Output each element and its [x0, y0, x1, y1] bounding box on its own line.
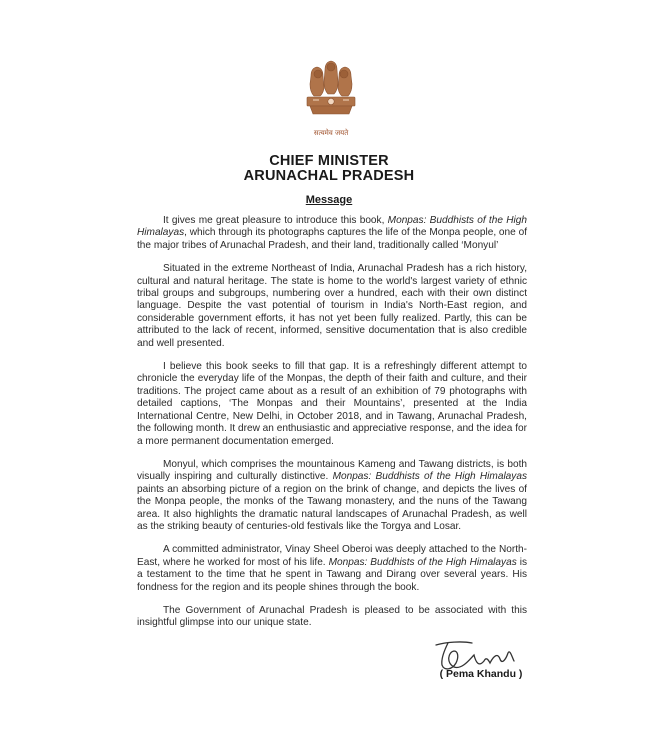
paragraph-2: Situated in the extreme Northeast of India, Arunachal Pradesh has a rich history, cultural and natural heritage. The state is home to the world's largest variety of ethnic tribal groups and subgroups, numbering over a hundred, each with their own distinct language. Despite the vast potential of tourism in India's North-East region, and considerable government efforts, it has not yet been fully realized. Partly, this can be attributed to the lack of recent, informed, sensitive documentation that is also credible and well presented. — [137, 263, 527, 349]
p1-text-a: It gives me great pleasure to introduce this book, — [163, 215, 388, 226]
paragraph-1 — [137, 215, 527, 252]
signer-name: ( Pema Khandu ) — [439, 668, 523, 680]
paragraph-5 — [137, 544, 527, 594]
message-body — [137, 215, 527, 641]
p4-text-a: Monyul, which comprises the mountainous Kameng and Tawang districts, is both visually inspiring and culturally distinctive. — [137, 458, 527, 483]
p5-text-a: A committed administrator, Vinay Sheel Oberoi was deeply attached to the North-East, where he worked for most of his life. — [137, 544, 527, 568]
p1-book-title: Monpas: Buddhists of the High Himalayas — [137, 215, 527, 239]
title-chief-minister: CHIEF MINISTER — [269, 153, 389, 169]
paragraph-6: The Government of Arunachal Pradesh is pleased to be associated with this insightful glimpse into our unique state. — [137, 604, 527, 629]
paragraph-4 — [137, 459, 527, 533]
title-state: ARUNACHAL PRADESH — [243, 168, 415, 184]
p5-book-title: Monpas: Buddhists of the High Himalayas — [328, 556, 517, 568]
p4-book-title: Monpas: Buddhists of the High Himalayas — [332, 471, 528, 483]
p1-text-c: , which through its photographs captures the life of the Monpa people, one of the major tribes of Arunachal Pradesh, and their land, traditionally called ‘Monyul’ — [137, 227, 527, 251]
emblem-motto: सत्यमेव जयते — [313, 129, 349, 137]
message-heading: Message — [305, 194, 353, 206]
paragraph-3: I believe this book seeks to fill that gap. It is a refreshingly different attempt to chronicle the everyday life of the Monpas, the depth of their faith and culture, and their traditions. The project came about as a result of an exhibition of 79 photographs with detailed captions, ‘The Monpas and their Mountains’, presented at the India International Centre, New Delhi, in October 2018, and in Tawang, Arunachal Pradesh, the following month. It drew an enthusiastic and appreciative response, and the idea for a more permanent documentation emerged. — [137, 361, 527, 447]
p4-text-c: paints an absorbing picture of a region on the brink of change, and depicts the lives of the Monpa people, the monks of the Tawang monastery, and the nuns of the Tawang area. It also highlights the dramatic natural landscapes of Arunachal Pradesh, as well as the striking beauty of centuries-old festivals like the Torgya and Losar. — [137, 483, 527, 532]
p5-text-c: is a testament to the time that he spent in Tawang and Dirang over several years. His fondness for the region and its people shines through the book. — [137, 556, 527, 593]
